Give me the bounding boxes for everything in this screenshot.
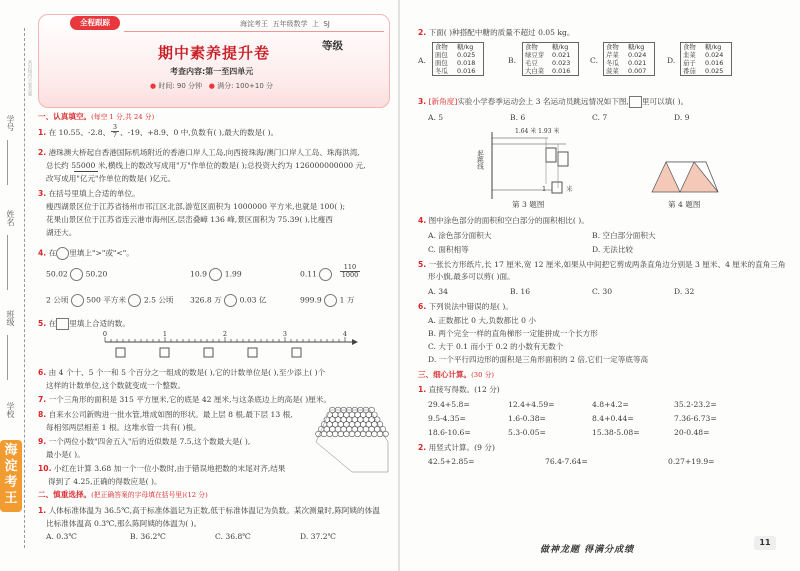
number-line-box[interactable] bbox=[204, 348, 213, 357]
compare-4: 2 公顷 500 平方米 2.5 公顷 bbox=[46, 294, 174, 307]
question-1-3-line3: 花果山景区位于江苏省连云港市海州区,层峦叠嶂 136 峰,景区面积为 75.39( ),比瘦西 bbox=[46, 215, 333, 224]
pipe-end bbox=[372, 431, 378, 437]
question-1-2-line3: 改写成用"亿元"作单位的数是( )亿元。 bbox=[46, 174, 176, 183]
option-2-5-b[interactable]: B. 16 bbox=[510, 287, 531, 296]
fraction-3-7: 3 7 bbox=[112, 123, 118, 139]
section2-heading: 二、慎重选择。(把正确答案的字母填在括号里)(12 分) bbox=[38, 490, 208, 499]
option-2-6-c[interactable]: C. 大于 0.1 而小于 0.2 的小数有无数个 bbox=[428, 342, 564, 351]
long-jump-figure bbox=[470, 124, 600, 206]
section3-heading: 三、细心计算。(30 分) bbox=[418, 370, 495, 379]
header-subject: 五年级数学 bbox=[272, 20, 308, 28]
option-2-3-d[interactable]: D. 9 bbox=[674, 113, 690, 122]
question-1-3-line2: 瘦西湖景区位于江苏省扬州市邗江区北部,游览区面积为 1000000 平方米,也就是 100( ); bbox=[46, 202, 346, 211]
question-1-3-line1: 3. 在括号里填上合适的单位。 bbox=[38, 189, 140, 198]
question-1-3-line4: 湖还大。 bbox=[46, 228, 77, 237]
question-1-9-line1: 9. 一个两位小数"四舍五入"后的近似数是 7.5,这个数最大是( ), bbox=[38, 437, 251, 446]
answer-circle-example bbox=[56, 247, 69, 260]
jump-bottom-prefix: 1 bbox=[542, 185, 547, 193]
food-table-a: 食物 糖/kg 面包 0.025 面包 0.018 冬瓜 0.016 bbox=[432, 42, 484, 76]
answer-box-example bbox=[56, 318, 69, 330]
question-3-2: 2. 用竖式计算。(9 分) bbox=[418, 443, 495, 452]
sidebar-brand-logo: 海淀考王 bbox=[0, 440, 22, 512]
tick-label-0: 0 bbox=[102, 330, 108, 338]
underline-55000 bbox=[74, 171, 98, 172]
number-line-box[interactable] bbox=[116, 348, 125, 357]
header-series: 海淀考王 bbox=[240, 20, 268, 28]
fraction-110-1000: 110 1000 bbox=[341, 263, 359, 279]
question-1-1: 1. 在 10.55、-2.8、 bbox=[38, 128, 111, 137]
pipe-end bbox=[332, 431, 338, 437]
sidebar-name-label: 姓名 bbox=[6, 210, 15, 226]
pipe-end bbox=[344, 431, 350, 437]
table-a-label[interactable]: A. bbox=[418, 56, 426, 65]
clock-icon: ● bbox=[150, 82, 157, 90]
option-2-3-a[interactable]: A. 5 bbox=[428, 113, 444, 122]
time-info: ● 时间: 90 分钟 ● 满分: 100+10 分 bbox=[150, 82, 274, 90]
question-2-5-line2: 形小旗,最多可以剪( )面。 bbox=[428, 272, 515, 281]
option-2-5-a[interactable]: A. 34 bbox=[428, 287, 448, 296]
question-1-8-line1: 8. 自来水公司新购进一批水管,堆成如图的形状。最上层 8 根,最下层 13 根, bbox=[38, 410, 293, 419]
compare-3: 0.11 bbox=[300, 268, 332, 281]
food-table-d: 食物 糖/kg 韭菜 0.024 茄子 0.016 番茄 0.025 bbox=[680, 42, 732, 76]
question-2-1-line1: 1. 人体标准体温为 36.5℃,高于标准体温记为正数,低于标准体温记为负数。某次测量时,陈阿姨的体温 bbox=[38, 506, 380, 515]
jump-distances: 1.64 米 1.93 米 bbox=[515, 128, 560, 135]
question-1-10-line1: 10. 小红在计算 3.68 加一个一位小数时,由于错误地把数的末尾对齐,结果 bbox=[38, 464, 286, 473]
header-edition: SJ bbox=[323, 20, 330, 28]
question-2-3: 3. [新角度]实验小学春季运动会上 3 名运动员跳远情况如下图, 里可以填( )。 bbox=[418, 97, 689, 106]
option-2-1-b[interactable]: B. 36.2℃ bbox=[130, 532, 166, 541]
mental-math-item[interactable]: 5.3-0.05= bbox=[508, 428, 546, 437]
figure-3-caption: 第 3 题图 bbox=[512, 200, 545, 209]
mental-math-item[interactable]: 12.4+4.59= bbox=[508, 400, 555, 409]
question-2-4: 4. 图中涂色部分的面积和空白部分的面积相比( )。 bbox=[418, 216, 589, 225]
pipe-end bbox=[321, 431, 327, 437]
option-2-1-d[interactable]: D. 37.2℃ bbox=[300, 532, 337, 541]
option-2-3-b[interactable]: B. 6 bbox=[510, 113, 526, 122]
sidebar-school-label: 学校 bbox=[6, 402, 15, 418]
mental-math-item[interactable]: 8.4+0.44= bbox=[592, 414, 634, 423]
compare-circle[interactable] bbox=[70, 268, 83, 281]
question-3-1: 1. 直接写得数。(12 分) bbox=[418, 385, 500, 394]
compare-circle[interactable] bbox=[319, 268, 332, 281]
section1-heading: 一、认真填空。(每空 1 分,共 24 分) bbox=[38, 112, 155, 121]
number-line-box[interactable] bbox=[248, 348, 257, 357]
page-fold bbox=[398, 0, 400, 571]
mental-math-item[interactable]: 1.6-0.38= bbox=[508, 414, 546, 423]
compare-circle[interactable] bbox=[71, 294, 84, 307]
question-1-8-line2: 每相邻两层相差 1 根。这堆水管一共有( )根。 bbox=[46, 423, 201, 432]
pipe-end bbox=[366, 431, 372, 437]
pipe-end bbox=[349, 431, 355, 437]
sidebar-dotted-line bbox=[24, 28, 25, 548]
mental-math-item[interactable]: 29.4+5.8= bbox=[428, 400, 470, 409]
sidebar-name-line bbox=[7, 235, 8, 290]
question-1-5: 5. 在 里填上合适的数。 bbox=[38, 319, 130, 328]
score-icon: ● bbox=[208, 82, 215, 90]
pipe-end bbox=[360, 431, 366, 437]
mental-math-item[interactable]: 15.38-5.08= bbox=[592, 428, 640, 437]
vertical-calc-1[interactable]: 42.5+2.85= bbox=[428, 457, 475, 466]
number-line bbox=[100, 330, 360, 362]
option-2-4-c[interactable]: C. 面积相等 bbox=[428, 245, 469, 254]
exam-scope: 考查内容:第一至四单元 bbox=[170, 67, 254, 76]
mental-math-item[interactable]: 7.36-6.73= bbox=[674, 414, 717, 423]
tick-label-4: 4 bbox=[342, 330, 348, 338]
compare-circle[interactable] bbox=[224, 294, 237, 307]
table-b-label[interactable]: B. bbox=[508, 56, 516, 65]
question-1-1-tail: 、-19、+8.9、0 中,负数有( ),最大的数是( )。 bbox=[120, 128, 279, 137]
header-term: 上 bbox=[311, 20, 319, 28]
sidebar-number-line bbox=[7, 140, 8, 185]
header-series-info bbox=[240, 19, 330, 29]
option-2-1-a[interactable]: A. 0.3℃ bbox=[46, 532, 77, 541]
tick-label-3: 3 bbox=[282, 330, 288, 338]
vertical-calc-2[interactable]: 76.4-7.64= bbox=[545, 457, 588, 466]
question-1-2-line1: 2. 港珠澳大桥起自香港国际机场附近的香港口岸人工岛,向西接珠海/澳门口岸人工岛、珠海洪湾, bbox=[38, 148, 360, 157]
question-1-6-line1: 6. 由 4 个十、5 个一和 5 个百分之一组成的数是( ),它的计数单位是( ),至少添上( )个 bbox=[38, 368, 326, 377]
number-line-box[interactable] bbox=[160, 348, 169, 357]
compare-circle[interactable] bbox=[324, 294, 337, 307]
table-c-label[interactable]: C. bbox=[590, 56, 598, 65]
mental-math-item[interactable]: 18.6-10.6= bbox=[428, 428, 471, 437]
vertical-calc-3[interactable]: 0.27+19.9= bbox=[668, 457, 715, 466]
page-number: 11 bbox=[754, 536, 776, 550]
pipe-end bbox=[338, 431, 344, 437]
tick-label-1: 1 bbox=[162, 330, 168, 338]
compare-circle[interactable] bbox=[209, 268, 222, 281]
option-2-4-d[interactable]: D. 无法比较 bbox=[592, 245, 634, 254]
option-2-5-d[interactable]: D. 32 bbox=[674, 287, 695, 296]
food-table-b: 食物 糖/kg 绿豆芽 0.021 毛豆 0.023 大白菜 0.016 bbox=[522, 42, 579, 76]
option-2-4-b[interactable]: B. 空白部分面积大 bbox=[592, 231, 656, 240]
shaded-parallelogram-figure bbox=[650, 160, 720, 194]
number-line-box[interactable] bbox=[292, 348, 301, 357]
header-rule bbox=[124, 31, 384, 32]
pipe-end bbox=[327, 431, 333, 437]
pipe-end bbox=[355, 431, 361, 437]
header-badge: 全程跟踪 bbox=[70, 16, 120, 30]
compare-2: 10.9 1.99 bbox=[190, 268, 242, 281]
option-2-6-b[interactable]: B. 两个完全一样的直角梯形一定能拼成一个长方形 bbox=[428, 329, 598, 338]
figure-4-caption: 第 4 题图 bbox=[668, 200, 701, 209]
option-2-3-c[interactable]: C. 7 bbox=[592, 113, 608, 122]
question-1-7: 7. 一个三角形的面积是 315 平方厘米,它的底是 42 厘米,与这条底边上的高是( )厘米。 bbox=[38, 395, 331, 404]
page-title: 期中素养提升卷 bbox=[158, 44, 271, 62]
tick-label-2: 2 bbox=[222, 330, 228, 338]
option-2-6-d[interactable]: D. 一个平行四边形的面积是三角形面积的 2 倍,它们一定等底等高 bbox=[428, 355, 649, 364]
sidebar-class-line bbox=[7, 335, 8, 380]
question-1-6-line2: 这样的计数单位,这个数就变成一个整数。 bbox=[46, 381, 186, 390]
pipe-end bbox=[377, 431, 383, 437]
option-2-5-c[interactable]: C. 30 bbox=[592, 287, 613, 296]
answer-box[interactable] bbox=[629, 96, 642, 108]
sidebar-dotted-note: 密封线内不要答题 bbox=[27, 60, 32, 96]
mental-math-item[interactable]: 20-0.48= bbox=[674, 428, 710, 437]
table-d-label[interactable]: D. bbox=[667, 56, 676, 65]
sidebar-class-label: 班级 bbox=[6, 310, 15, 326]
compare-circle[interactable] bbox=[128, 294, 141, 307]
compare-6: 999.9 1 万 bbox=[300, 294, 354, 307]
question-1-4: 4. 在 里填上">"或"<"。 bbox=[38, 247, 134, 260]
question-2-6: 6. 下列说法中错误的是( )。 bbox=[418, 302, 513, 311]
option-2-4-a[interactable]: A. 涂色部分面积大 bbox=[428, 231, 492, 240]
question-2-2: 2. 下面( )种搭配中糖的质量不超过 0.05 kg。 bbox=[418, 28, 575, 37]
pipe-stack-figure bbox=[312, 402, 392, 480]
food-table-c: 食物 糖/kg 芹菜 0.024 冬瓜 0.021 菠菜 0.007 bbox=[603, 42, 655, 76]
mental-math-item[interactable]: 4.8+4.2= bbox=[592, 400, 629, 409]
question-1-10-line2: 得到了 4.25,正确的得数应是( )。 bbox=[48, 477, 162, 486]
question-2-5-line1: 5. 一张长方形纸片,长 17 厘米,宽 12 厘米,如果从中间把它剪成两条直角边分别是 3 厘米、4 厘米的直角三角 bbox=[418, 260, 786, 269]
question-1-9-line2: 最小是( )。 bbox=[46, 450, 85, 459]
option-2-1-c[interactable]: C. 36.8℃ bbox=[215, 532, 251, 541]
question-1-2-line2: 总长约 55000 米,横线上的数改写成用"万"作单位的数是( );总投资大约为 126000000000 元, bbox=[46, 161, 366, 170]
mental-math-item[interactable]: 9.5-4.35= bbox=[428, 414, 466, 423]
grade-label: 等级 bbox=[322, 40, 343, 52]
sidebar-number-label: 学号 bbox=[6, 115, 15, 131]
option-2-6-a[interactable]: A. 正数都比 0 大,负数都比 0 小 bbox=[428, 316, 536, 325]
mental-math-item[interactable]: 35.2-23.2= bbox=[674, 400, 717, 409]
footer-slogan: 做神龙题 得满分成绩 bbox=[540, 545, 635, 555]
compare-5: 326.8 万 0.03 亿 bbox=[190, 294, 267, 307]
take-off-line-label: 起跳线 bbox=[476, 150, 484, 170]
question-2-1-line2: 比标准体温高 0.3℃,那么陈阿姨的体温为( )。 bbox=[46, 519, 202, 528]
compare-1: 50.02 50.20 bbox=[46, 268, 107, 281]
jump-bottom-unit: 米 bbox=[566, 185, 573, 193]
